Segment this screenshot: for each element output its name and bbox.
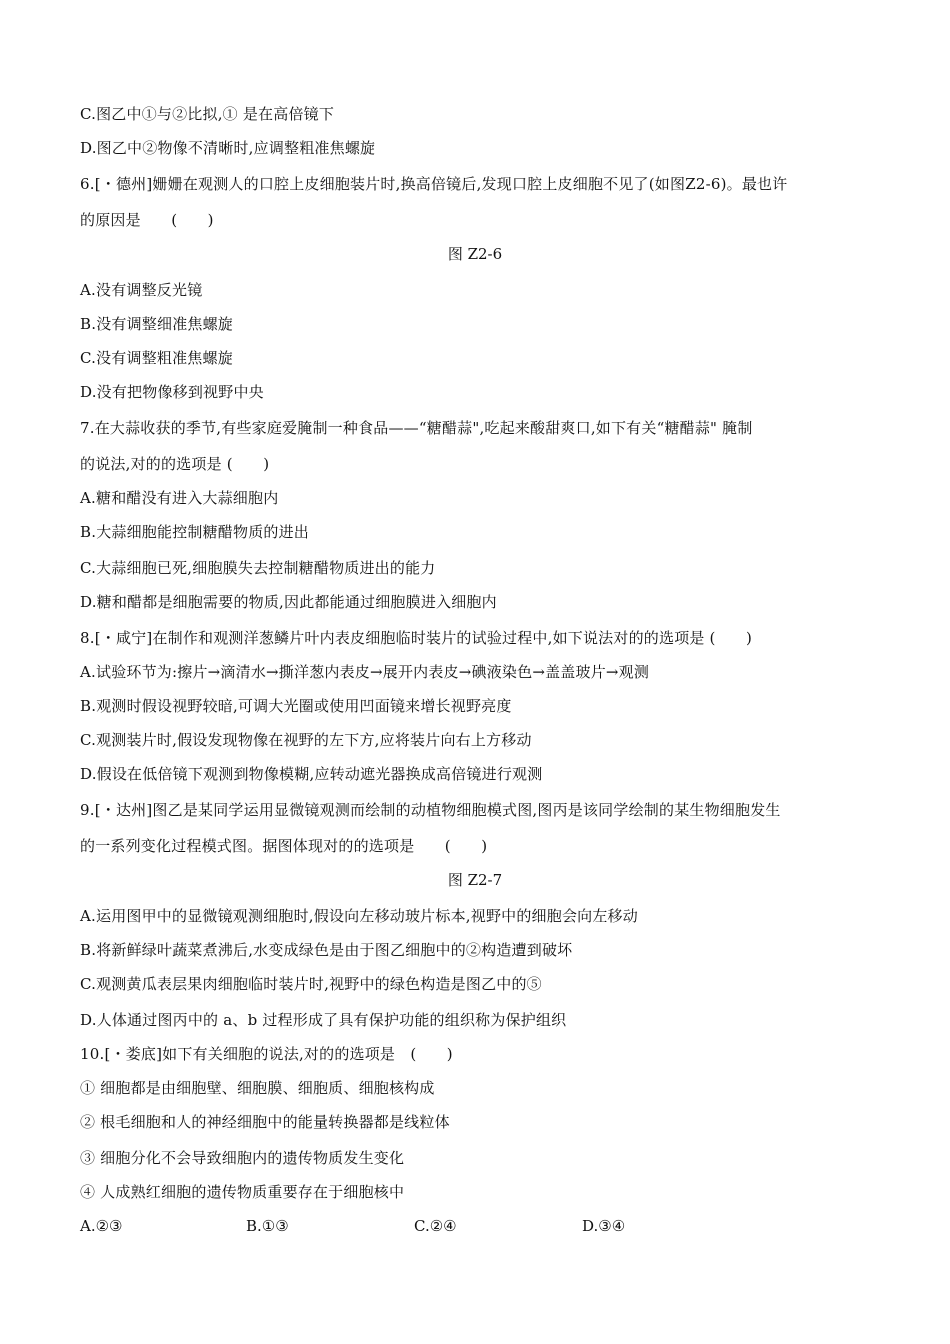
q5-option-c: C.图乙中①与②比拟,① 是在高倍镜下 — [80, 105, 335, 123]
q10-statement-4: ④ 人成熟红细胞的遗传物质重要存在于细胞核中 — [80, 1183, 405, 1201]
figure-caption-z2-6: 图 Z2-6 — [447, 245, 503, 263]
q10-stem: 10.[・娄底]如下有关细胞的说法,对的的选项是 ( ) — [80, 1045, 453, 1063]
q6-stem-line2: 的原因是 ( ) — [80, 211, 214, 229]
q9-option-a: A.运用图甲中的显微镜观测细胞时,假设向左移动玻片标本,视野中的细胞会向左移动 — [80, 907, 638, 925]
q9-option-b: B.将新鲜绿叶蔬菜煮沸后,水变成绿色是由于图乙细胞中的②构造遭到破坏 — [80, 941, 573, 959]
q9-stem-line2: 的一系列变化过程模式图。据图体现对的的选项是 ( ) — [80, 837, 488, 855]
q7-option-d: D.糖和醋都是细胞需要的物质,因此都能通过细胞膜进入细胞内 — [80, 593, 497, 611]
q10-option-a: A.②③ — [80, 1217, 123, 1235]
q10-statement-3: ③ 细胞分化不会导致细胞内的遗传物质发生变化 — [80, 1149, 405, 1167]
q6-option-c: C.没有调整粗准焦螺旋 — [80, 349, 233, 367]
q7-option-a: A.糖和醋没有进入大蒜细胞内 — [80, 489, 279, 507]
q10-option-c: C.②④ — [414, 1217, 457, 1235]
q10-option-d: D.③④ — [582, 1217, 626, 1235]
q10-statement-1: ① 细胞都是由细胞壁、细胞膜、细胞质、细胞核构成 — [80, 1079, 435, 1097]
q10-statement-2: ② 根毛细胞和人的神经细胞中的能量转换器都是线粒体 — [80, 1113, 450, 1131]
q6-option-d: D.没有把物像移到视野中央 — [80, 383, 264, 401]
q6-option-a: A.没有调整反光镜 — [80, 281, 203, 299]
q10-option-b: B.①③ — [246, 1217, 289, 1235]
q7-option-b: B.大蒜细胞能控制糖醋物质的进出 — [80, 523, 309, 541]
q8-option-b: B.观测时假设视野较暗,可调大光圈或使用凹面镜来增长视野亮度 — [80, 697, 512, 715]
q9-stem-line1: 9.[・达州]图乙是某同学运用显微镜观测而绘制的动植物细胞模式图,图丙是该同学绘制的某生物细胞发生 — [80, 801, 781, 819]
q6-stem-line1: 6.[・德州]姗姗在观测人的口腔上皮细胞装片时,换高倍镜后,发现口腔上皮细胞不见了(如图Z2-6)。最也许 — [80, 175, 788, 193]
q8-option-a: A.试验环节为:擦片→滴清水→撕洋葱内表皮→展开内表皮→碘液染色→盖盖玻片→观测 — [80, 663, 650, 681]
q9-option-c: C.观测黄瓜表层果肉细胞临时装片时,视野中的绿色构造是图乙中的⑤ — [80, 975, 542, 993]
q8-option-c: C.观测装片时,假设发现物像在视野的左下方,应将装片向右上方移动 — [80, 731, 532, 749]
q8-option-d: D.假设在低倍镜下观测到物像模糊,应转动遮光器换成高倍镜进行观测 — [80, 765, 543, 783]
figure-caption-z2-7: 图 Z2-7 — [447, 871, 503, 889]
q6-option-b: B.没有调整细准焦螺旋 — [80, 315, 233, 333]
q8-stem: 8.[・咸宁]在制作和观测洋葱鳞片叶内表皮细胞临时装片的试验过程中,如下说法对的的选项是 ( ) — [80, 629, 753, 647]
q9-option-d: D.人体通过图丙中的 a、b 过程形成了具有保护功能的组织称为保护组织 — [80, 1011, 567, 1029]
q7-stem-line2: 的说法,对的的选项是 ( ) — [80, 455, 270, 473]
q5-option-d: D.图乙中②物像不清晰时,应调整粗准焦螺旋 — [80, 139, 376, 157]
q7-option-c: C.大蒜细胞已死,细胞膜失去控制糖醋物质进出的能力 — [80, 559, 436, 577]
q7-stem-line1: 7.在大蒜收获的季节,有些家庭爱腌制一种食品——“糖醋蒜",吃起来酸甜爽口,如下有关“糖醋蒜" 腌制 — [80, 419, 753, 437]
